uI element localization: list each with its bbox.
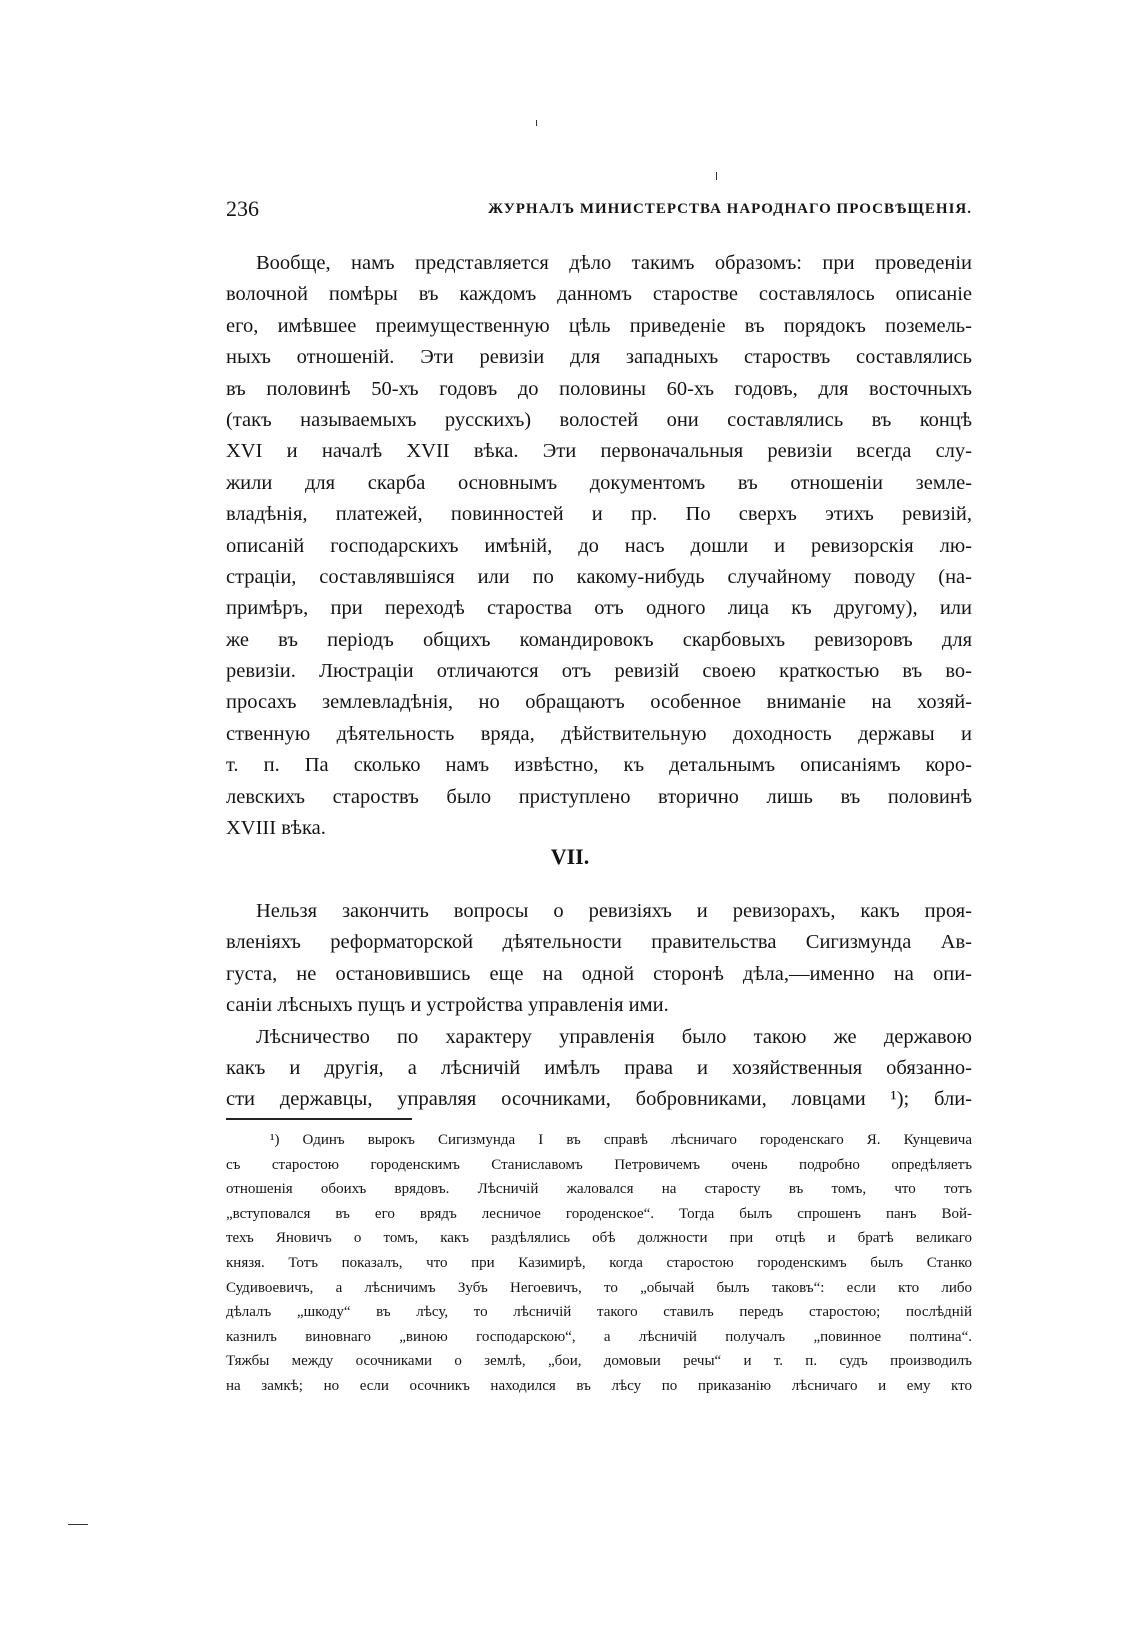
text-line: въ половинѣ 50-хъ годовъ до половины 60-хъ годовъ, для восточныхъ [226, 377, 972, 400]
paragraph-3 [226, 1022, 972, 1116]
text-line: т. п. Па сколько намъ извѣстно, къ детальнымъ описаніямъ коро- [226, 754, 972, 777]
footnote [226, 1128, 972, 1399]
footnote-line: Судивоевичъ, а лѣсничимъ Зубъ Негоевичъ, то „обычай былъ таковъ“: если кто либо [226, 1279, 972, 1296]
page-number: 236 [226, 196, 259, 221]
running-title: ЖУРНАЛЪ МИНИСТЕРСТВА НАРОДНАГО ПРОСВѢЩЕНІЯ. [488, 201, 972, 217]
page-header [226, 196, 972, 226]
text-line: саніи лѣсныхъ пущъ и устройства управленія ими. [226, 994, 669, 1017]
text-line: какъ и другія, а лѣсничій имѣлъ права и хозяйственныя обязанно- [226, 1056, 972, 1079]
text-line: просахъ землевладѣнія, но обращаютъ особенное вниманіе на хозяй- [226, 691, 972, 714]
text-line: страціи, составлявшіяся или по какому-нибудь случайному поводу (на- [226, 565, 972, 588]
paragraph-2 [226, 896, 972, 1022]
footnote-rule [226, 1118, 412, 1120]
footnote-line: съ старостою городенскимъ Станиславомъ Петровичемъ очень подробно опредѣляетъ [226, 1156, 972, 1173]
text-line: густа, не остановившись еще на одной сторонѣ дѣла,—именно на опи- [226, 962, 972, 985]
footnote-line: на замкѣ; но если осочникъ находился въ лѣсу по приказанію лѣсничаго и ему кто [226, 1377, 972, 1394]
text-line: XVI и началѣ XVII вѣка. Эти первоначальныя ревизіи всегда слу- [226, 440, 972, 463]
footnote-line: „вступовался въ его врядъ лесничое городенское“. Тогда былъ спрошенъ панъ Вой- [226, 1205, 972, 1222]
scan-speck [536, 120, 537, 126]
footnote-line: Тяжбы между осочниками о землѣ, „бои, домовыи речы“ и т. п. судъ производилъ [226, 1353, 972, 1370]
text-line: описаній господарскихъ имѣній, до насъ дошли и ревизорскія лю- [226, 534, 972, 557]
text-line: же въ періодъ общихъ командировокъ скарбовыхъ ревизоровъ для [226, 628, 972, 651]
section-heading: VII. [550, 844, 590, 869]
text-line: жили для скарба основнымъ документомъ въ отношеніи земле- [226, 471, 972, 494]
paragraph-1 [226, 248, 972, 844]
text-line: волочной помѣры въ каждомъ данномъ старостве составлялось описаніе [226, 283, 972, 306]
text-line: его, имѣвшее преимущественную цѣль приведеніе въ порядокъ поземель- [226, 314, 972, 337]
text-line: сти державцы, управляя осочниками, бобровниками, ловцами ¹); бли- [226, 1088, 972, 1111]
text-line: вленіяхъ реформаторской дѣятельности правительства Сигизмунда Ав- [226, 931, 972, 954]
text-line: Лѣсничество по характеру управленія было такою же державою [256, 1025, 972, 1048]
text-line: ственную дѣятельность вряда, дѣйствительную доходность державы и [226, 722, 972, 745]
section-body [226, 896, 972, 1116]
text-line: (такъ называемыхъ русскихъ) волостей они составлялись въ концѣ [226, 408, 972, 431]
text-line: Вообще, намъ представляется дѣло такимъ образомъ: при проведеніи [256, 252, 972, 274]
text-line: левскихъ староствъ было приступлено вторично лишь въ половинѣ [226, 785, 972, 808]
text-line: ревизіи. Люстраціи отличаются отъ ревизій своею краткостью въ во- [226, 660, 972, 683]
text-line: ныхъ отношеній. Эти ревизіи для западныхъ староствъ составлялись [226, 346, 972, 369]
text-line: владѣнія, платежей, повинностей и пр. По сверхъ этихъ ревизій, [226, 503, 972, 526]
scan-speck [716, 172, 717, 180]
footnote-line: дѣлалъ „шкоду“ въ лѣсу, то лѣсничій такого ставилъ передъ старостою; послѣдній [226, 1304, 972, 1321]
text-line: XVIII вѣка. [226, 817, 326, 840]
footnote-line: отношенія обоихъ врядовъ. Лѣсничій жаловался на старосту въ томъ, что тотъ [226, 1181, 972, 1198]
text-line: Нельзя закончить вопросы о ревизіяхъ и ревизорахъ, какъ проя- [256, 900, 972, 922]
text-line: примѣръ, при переходѣ староства отъ одного лица къ другому), или [226, 597, 972, 620]
footnote-line: князя. Тотъ показалъ, что при Казимирѣ, когда старостою городенскимъ былъ Станко [226, 1254, 972, 1271]
footnote-line: техъ Яновичъ о томъ, какъ раздѣлялись обѣ должности при отцѣ и братѣ великаго [226, 1230, 972, 1247]
footnote-line: ¹) Одинъ вырокъ Сигизмунда I въ справѣ лѣсничаго городенскаго Я. Кунцевича [270, 1132, 972, 1148]
scan-speck [68, 1524, 88, 1525]
footnote-line: казнилъ виновнаго „виною господарскою“, а лѣсничій получалъ „повинное полтина“. [226, 1328, 972, 1345]
